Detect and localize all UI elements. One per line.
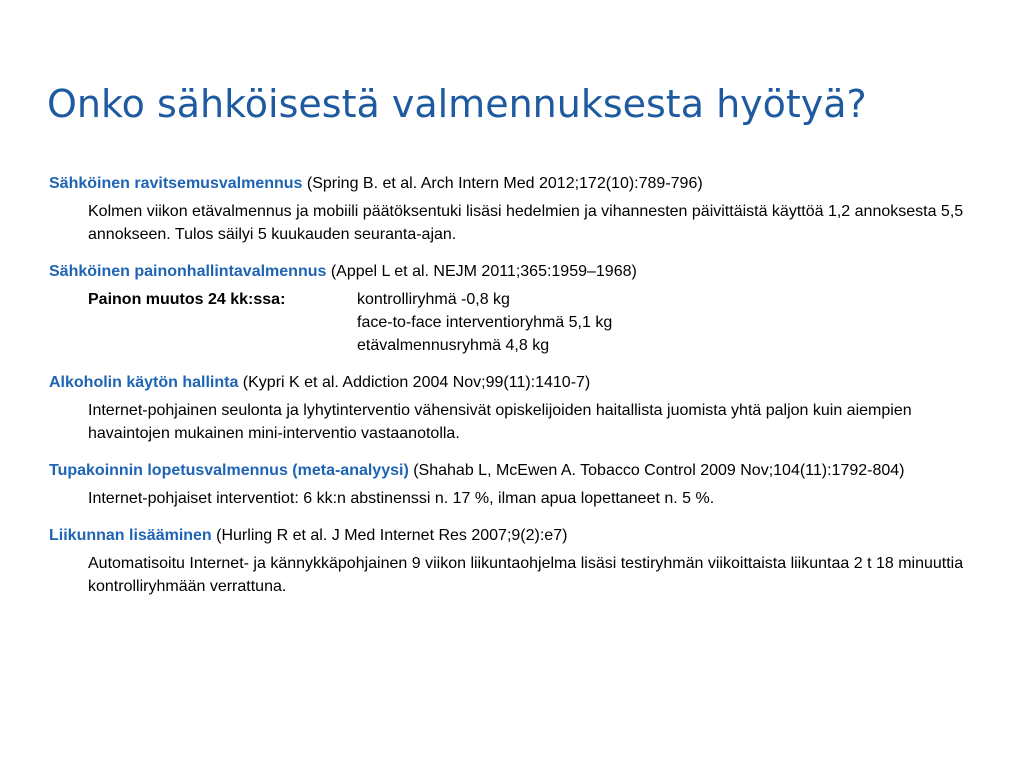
slide-title: Onko sähköisestä valmennuksesta hyötyä?	[47, 82, 867, 126]
topic-label: Tupakoinnin lopetusvalmennus (meta-analyysi)	[49, 462, 409, 479]
section-text: Internet-pohjainen seulonta ja lyhytinterventio vähensivät opiskelijoiden haitallista juomista yhtä paljon kuin aiempien havaintojen mukainen mini-interventio vastaanotolla.	[88, 402, 912, 442]
section-heading	[49, 459, 989, 483]
reference: (Shahab L, McEwen A. Tobacco Control 2009 Nov;104(11):1792-804)	[408, 462, 905, 479]
weight-change-label: Painon muutos 24 kk:ssa:	[88, 291, 286, 308]
topic-label: Alkoholin käytön hallinta	[49, 374, 239, 391]
section-text: Automatisoitu Internet- ja kännykkäpohjainen 9 viikon liikuntaohjelma lisäsi testiryhmän viikoittaista liikuntaa 2 t 18 minuuttia kontrolliryhmään verrattuna.	[88, 555, 964, 595]
section-exercise	[49, 524, 989, 598]
section-weight	[49, 260, 989, 357]
section-heading	[49, 172, 989, 196]
weight-change-block	[88, 288, 989, 357]
face-to-face-group-value: face-to-face interventioryhmä 5,1 kg	[357, 314, 613, 331]
section-heading	[49, 371, 989, 395]
topic-label: Sähköinen ravitsemusvalmennus	[49, 175, 303, 192]
section-text: Internet-pohjaiset interventiot: 6 kk:n abstinenssi n. 17 %, ilman apua lopettaneet n. 5 %.	[88, 490, 715, 507]
section-heading	[49, 260, 989, 284]
topic-label: Sähköinen painonhallintavalmennus	[49, 263, 327, 280]
reference: (Kypri K et al. Addiction 2004 Nov;99(11):1410-7)	[238, 374, 591, 391]
weight-change-values	[357, 288, 612, 357]
section-alcohol	[49, 371, 989, 445]
section-nutrition	[49, 172, 989, 246]
control-group-value: kontrolliryhmä -0,8 kg	[357, 291, 510, 308]
section-smoking	[49, 459, 989, 510]
remote-coaching-group-value: etävalmennusryhmä 4,8 kg	[357, 337, 550, 354]
section-text: Kolmen viikon etävalmennus ja mobiili päätöksentuki lisäsi hedelmien ja vihannesten päivittäistä käyttöä 1,2 annoksesta 5,5 annokseen. Tulos säilyi 5 kuukauden seuranta-ajan.	[88, 203, 964, 243]
reference: (Spring B. et al. Arch Intern Med 2012;172(10):789-796)	[302, 175, 703, 192]
slide-content	[49, 172, 989, 612]
topic-label: Liikunnan lisääminen	[49, 527, 212, 544]
section-heading	[49, 524, 989, 548]
reference: (Appel L et al. NEJM 2011;365:1959–1968)	[326, 263, 637, 280]
reference: (Hurling R et al. J Med Internet Res 2007;9(2):e7)	[211, 527, 568, 544]
